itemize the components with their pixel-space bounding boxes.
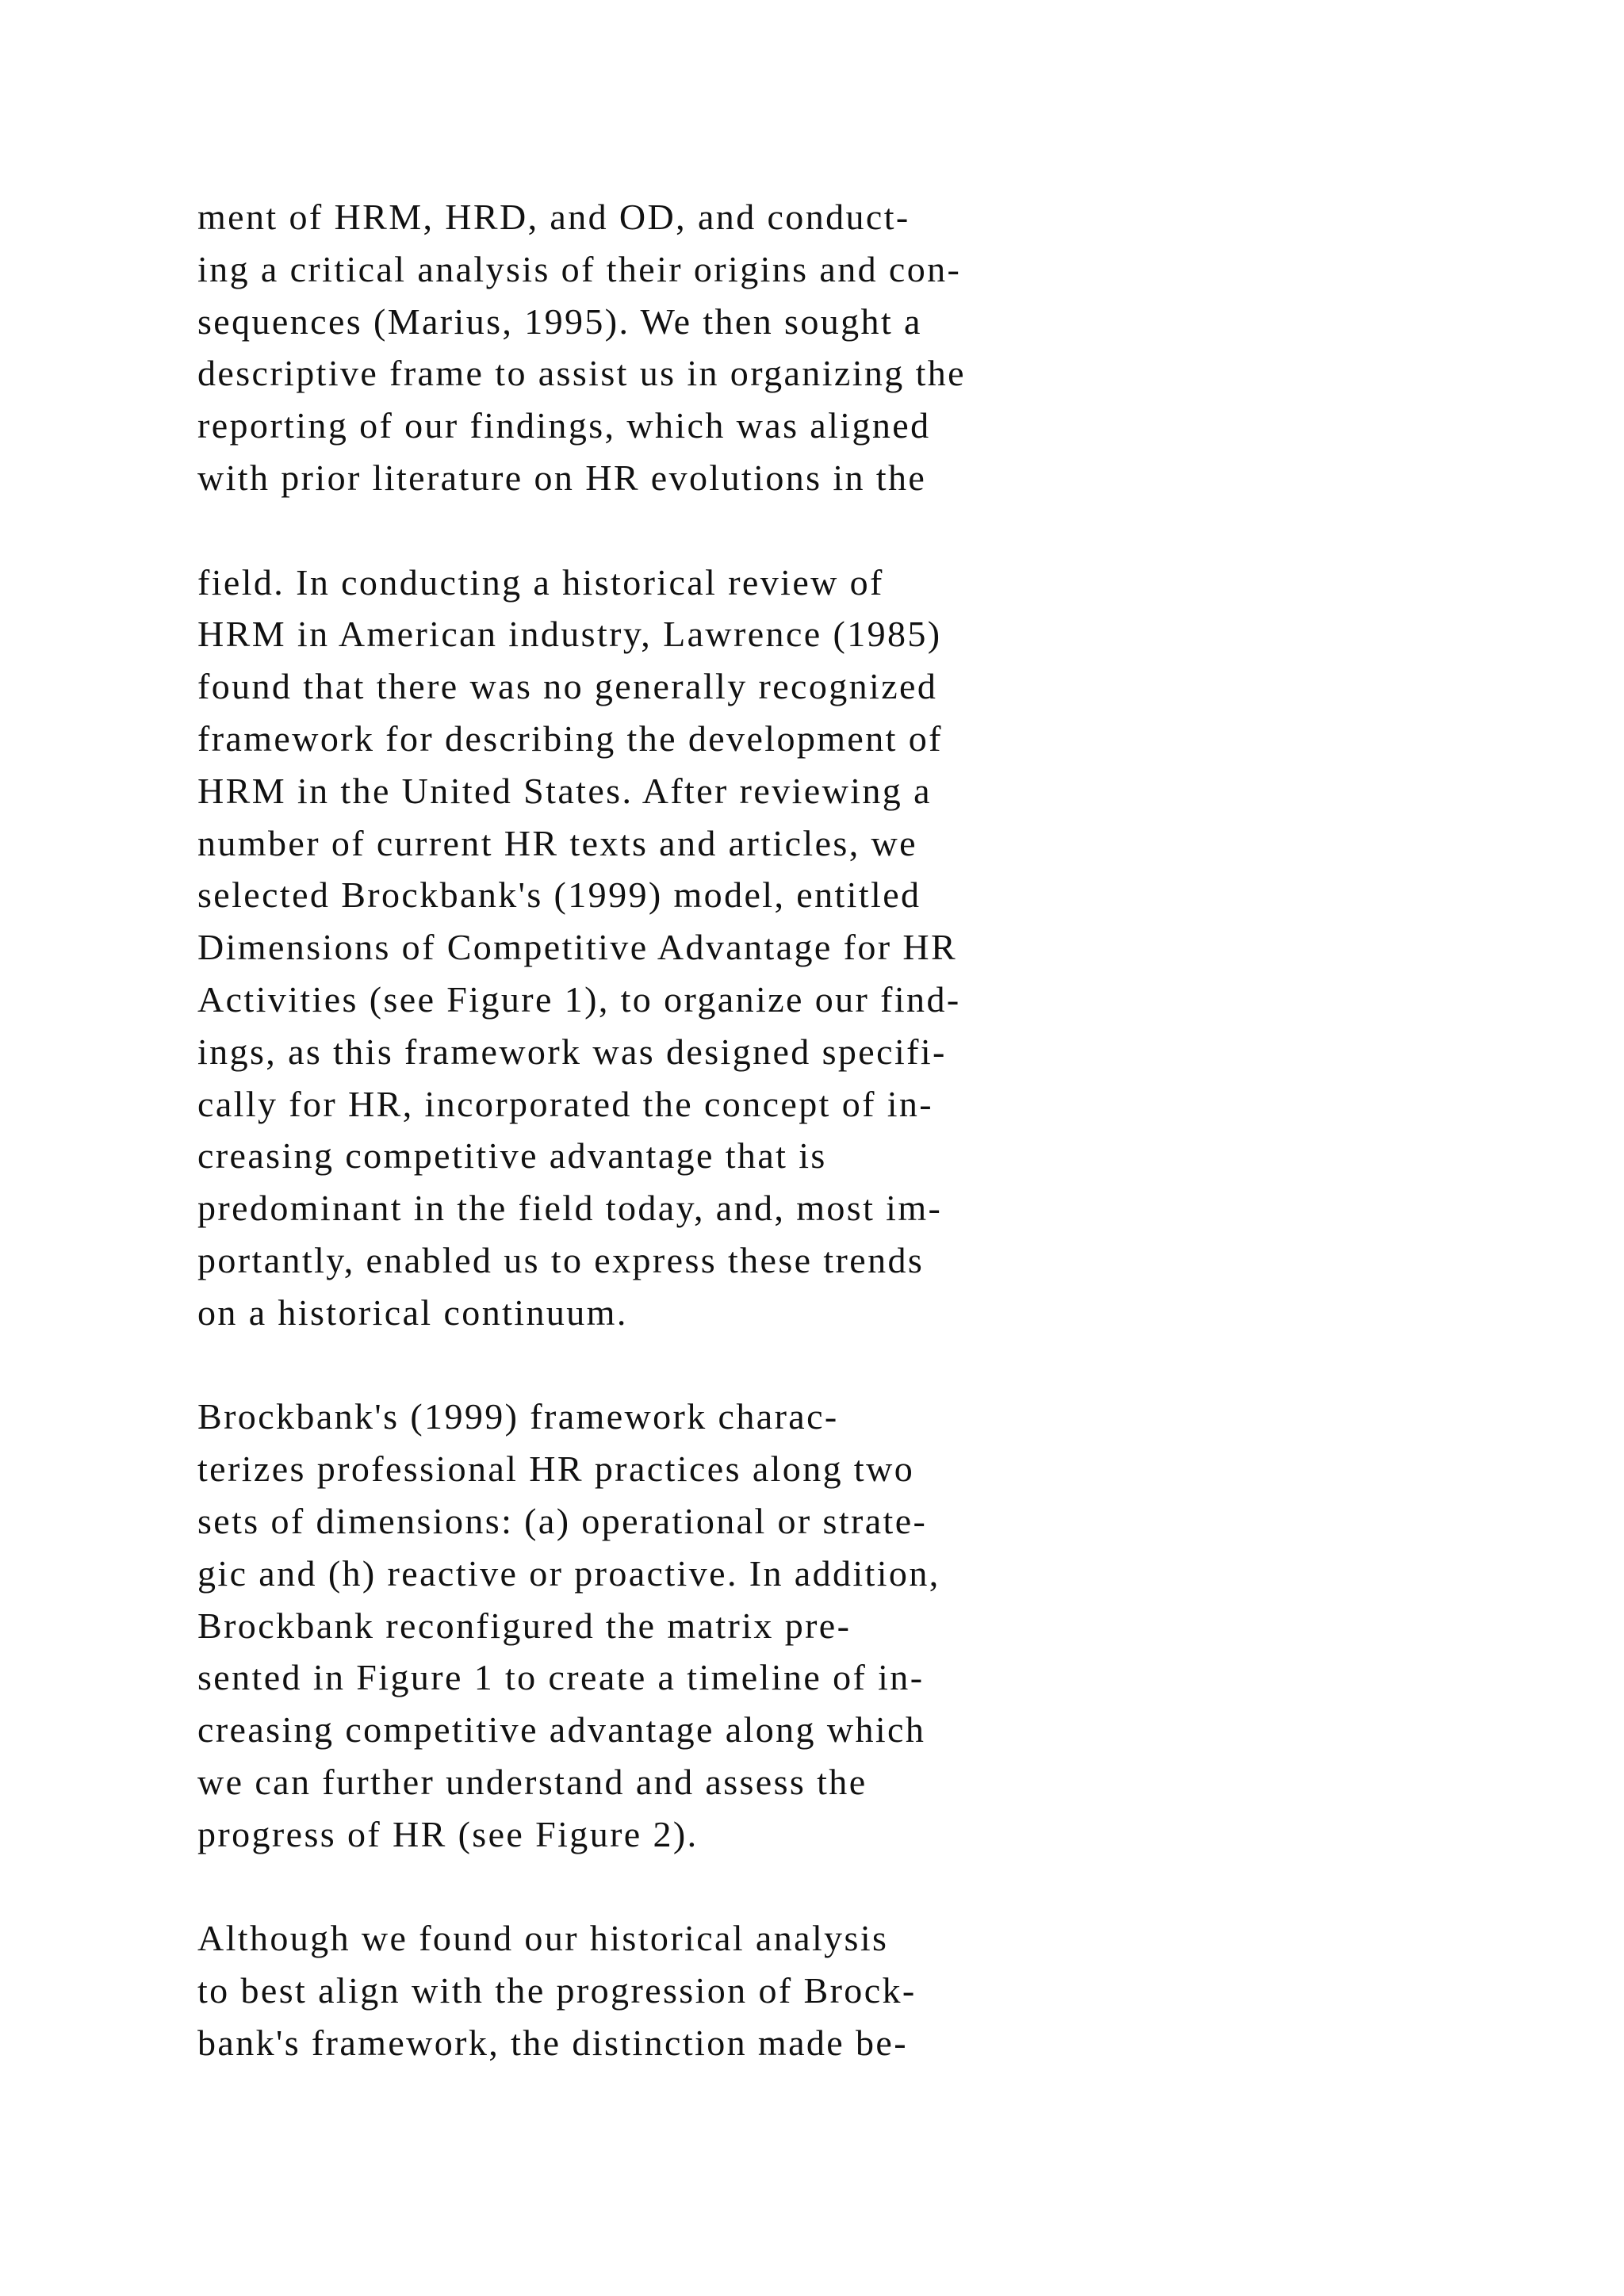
text-line: found that there was no generally recognized <box>197 666 938 707</box>
text-line: portantly, enabled us to express these trends <box>197 1239 925 1280</box>
text-line: HRM in American industry, Lawrence (1985) <box>197 614 942 655</box>
text-line: progress of HR (see Figure 2). <box>197 1813 699 1854</box>
text-line: creasing competitive advantage that is <box>197 1135 827 1177</box>
text-line: on a historical continuum. <box>197 1292 628 1333</box>
text-line: sets of dimensions: (a) operational or strate- <box>197 1500 928 1541</box>
paragraph-break <box>197 504 1149 557</box>
text-line: gic and (h) reactive or proactive. In addition, <box>197 1552 940 1594</box>
text-line: creasing competitive advantage along which <box>197 1709 926 1751</box>
text-line: sented in Figure 1 to create a timeline of in- <box>197 1657 925 1698</box>
text-line: field. In conducting a historical review of <box>197 561 884 603</box>
text-line: Brockbank reconfigured the matrix pre- <box>197 1605 852 1646</box>
paragraph-3 <box>197 1391 1149 1860</box>
text-line: Brockbank's (1999) framework charac- <box>197 1396 839 1437</box>
text-line: we can further understand and assess the <box>197 1761 868 1802</box>
text-line: bank's framework, the distinction made be- <box>197 2022 908 2063</box>
text-line: predominant in the field today, and, most im- <box>197 1188 943 1229</box>
text-line: cally for HR, incorporated the concept of in- <box>197 1083 934 1124</box>
text-line: ings, as this framework was designed specifi- <box>197 1031 947 1072</box>
text-line: reporting of our findings, which was aligned <box>197 405 931 446</box>
text-line: ing a critical analysis of their origins and con- <box>197 248 962 289</box>
text-line: framework for describing the development of <box>197 718 943 759</box>
text-line: sequences (Marius, 1995). We then sought a <box>197 300 922 342</box>
text-line: number of current HR texts and articles, we <box>197 822 917 863</box>
text-line: ment of HRM, HRD, and OD, and conduct- <box>197 197 910 237</box>
body-text <box>197 191 1149 2069</box>
text-line: HRM in the United States. After reviewing a <box>197 770 932 811</box>
text-line: Although we found our historical analysis <box>197 1918 889 1959</box>
paragraph-4 <box>197 1912 1149 2068</box>
paragraph-1 <box>197 191 1149 504</box>
text-line: Activities (see Figure 1), to organize our find- <box>197 978 961 1020</box>
text-line: terizes professional HR practices along two <box>197 1448 915 1490</box>
text-line: selected Brockbank's (1999) model, entitled <box>197 874 921 916</box>
paragraph-break <box>197 1861 1149 1913</box>
paragraph-break <box>197 1339 1149 1391</box>
text-line: Dimensions of Competitive Advantage for HR <box>197 927 958 968</box>
text-line: descriptive frame to assist us in organizing the <box>197 353 966 394</box>
text-line: to best align with the progression of Brock- <box>197 1970 917 2011</box>
paragraph-2 <box>197 557 1149 1339</box>
text-line: with prior literature on HR evolutions in the <box>197 457 927 498</box>
